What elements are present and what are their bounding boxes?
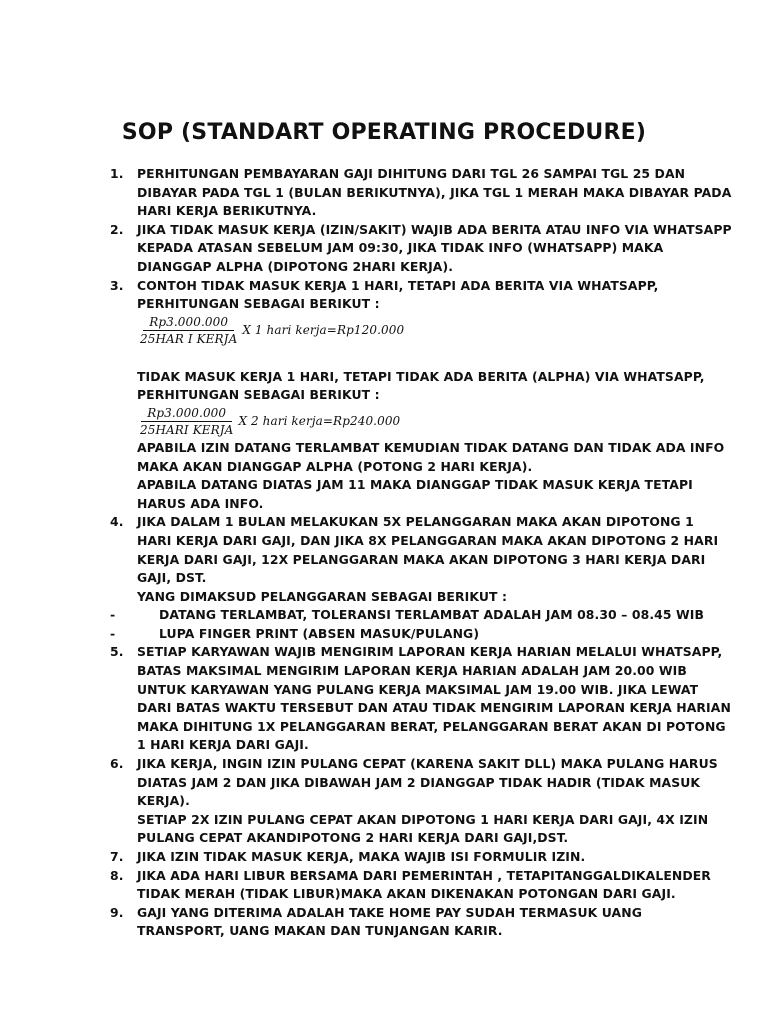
item-text-line: DIBAYAR PADA TGL 1 (BULAN BERIKUTNYA), JIKA TGL 1 MERAH MAKA DIBAYAR PADA [137,184,732,200]
violation-bullet [110,625,710,644]
bullet-text: DATANG TERLAMBAT, TOLERANSI TERLAMBAT ADALAH JAM 08.30 – 08.45 WIB [159,607,705,623]
item-text-line: JIKA TIDAK MASUK KERJA (IZIN/SAKIT) WAJIB ADA BERITA ATAU INFO VIA WHATSAPP [137,221,732,237]
item-text-line: JIKA ADA HARI LIBUR BERSAMA DARI PEMERINTAH , TETAPITANGGALDIKALENDER [137,867,711,883]
formula-fraction [137,406,236,437]
bullet-dash: - [110,625,116,641]
violation-bullet [110,606,710,625]
item-text-line: DIANGGAP ALPHA (DIPOTONG 2HARI KERJA). [137,258,454,274]
item-text-line: MAKA DIHITUNG 1X PELANGGARAN BERAT, PELANGGARAN BERAT AKAN DI POTONG [137,718,726,734]
item-text-line: DIATAS JAM 2 DAN JIKA DIBAWAH JAM 2 DIANGGAP TIDAK HADIR (TIDAK MASUK [137,774,701,790]
item-text-line: GAJI, DST. [137,570,207,586]
item-text-line: JIKA IZIN TIDAK MASUK KERJA, MAKA WAJIB ISI FORMULIR IZIN. [137,849,586,864]
formula-denominator: 25HAR I KERJA [140,331,238,346]
sop-item-4 [110,513,719,606]
sop-item-8 [110,867,710,904]
item-text-line: JIKA KERJA, INGIN IZIN PULANG CEPAT (KARENA SAKIT DLL) MAKA PULANG HARUS [137,756,718,772]
bullet-dash: - [110,607,116,623]
item-text-line: PERHITUNGAN SEBAGAI BERIKUT : [137,387,380,403]
sop-item-9 [110,904,710,941]
salary-deduction-formula-2 [137,406,710,437]
formula-numerator: Rp3.000.000 [141,406,232,422]
item-text-line: BATAS MAKSIMAL MENGIRIM LAPORAN KERJA HARIAN ADALAH JAM 20.00 WIB [137,663,687,679]
item-text-line: TRANSPORT, UANG MAKAN DAN TUNJANGAN KARIR. [137,923,503,939]
formula-numerator: Rp3.000.000 [143,315,234,331]
item-text-line: PERHITUNGAN PEMBAYARAN GAJI DIHITUNG DARI TGL 26 SAMPAI TGL 25 DAN [137,166,686,181]
spacer [137,348,710,368]
salary-deduction-formula-1 [137,315,710,346]
item-text-line: YANG DIMAKSUD PELANGGARAN SEBAGAI BERIKUT : [137,588,508,604]
formula-result: X 1 hari kerja=Rp120.000 [242,323,405,338]
item-text-line: CONTOH TIDAK MASUK KERJA 1 HARI, TETAPI ADA BERITA VIA WHATSAPP, [137,277,659,293]
item-text-line: HARI KERJA BERIKUTNYA. [137,203,317,219]
formula-result: X 2 hari kerja=Rp240.000 [238,414,401,429]
sop-item-6 [110,755,718,848]
item-number: 4. [110,514,124,530]
item-text-line: SETIAP 2X IZIN PULANG CEPAT AKAN DIPOTONG 1 HARI KERJA DARI GAJI, 4X IZIN [137,811,709,827]
item-text-line: SETIAP KARYAWAN WAJIB MENGIRIM LAPORAN KERJA HARIAN MELALUI WHATSAPP, [137,644,723,660]
item-text-line: PERHITUNGAN SEBAGAI BERIKUT : [137,296,380,312]
item-text-line: PULANG CEPAT AKANDIPOTONG 2 HARI KERJA DARI GAJI,DST. [137,830,569,846]
sop-item-1 [110,165,732,221]
sop-item-3 [110,277,725,514]
item-number: 3. [110,277,124,293]
item-number: 5. [110,644,124,660]
item-text-line: 1 HARI KERJA DARI GAJI. [137,737,309,753]
item-text-line: TIDAK MASUK KERJA 1 HARI, TETAPI TIDAK ADA BERITA (ALPHA) VIA WHATSAPP, [137,368,705,384]
item-text-line: DARI BATAS WAKTU TERSEBUT DAN ATAU TIDAK MENGIRIM LAPORAN KERJA HARIAN [137,700,731,716]
item-number: 2. [110,221,124,237]
item-text-line: GAJI YANG DITERIMA ADALAH TAKE HOME PAY SUDAH TERMASUK UANG [137,904,642,920]
formula-denominator: 25HARI KERJA [140,422,234,437]
item-text-line: HARI KERJA DARI GAJI, DAN JIKA 8X PELANGGARAN MAKA AKAN DIPOTONG 2 HARI [137,532,719,548]
item-text-line: APABILA IZIN DATANG TERLAMBAT KEMUDIAN TIDAK DATANG DAN TIDAK ADA INFO [137,439,725,455]
item-number: 1. [110,166,124,181]
sop-item-7 [110,848,710,867]
bullet-text: LUPA FINGER PRINT (ABSEN MASUK/PULANG) [159,625,480,641]
item-text-line: HARUS ADA INFO. [137,495,264,511]
item-text-line: KEPADA ATASAN SEBELUM JAM 09:30, JIKA TIDAK INFO (WHATSAPP) MAKA [137,240,664,256]
page-title: SOP (STANDART OPERATING PROCEDURE) [121,120,647,145]
item-text-line: JIKA DALAM 1 BULAN MELAKUKAN 5X PELANGGARAN MAKA AKAN DIPOTONG 1 [137,514,694,530]
item-text-line: KERJA DARI GAJI, 12X PELANGGARAN MAKA AKAN DIPOTONG 3 HARI KERJA DARI [137,551,706,567]
item-text-line: MAKA AKAN DIANGGAP ALPHA (POTONG 2 HARI KERJA). [137,458,533,474]
item-text-line: TIDAK MERAH (TIDAK LIBUR)MAKA AKAN DIKENAKAN POTONGAN DARI GAJI. [137,886,676,902]
sop-list [110,165,732,941]
item-number: 8. [110,867,124,883]
sop-item-5 [110,643,731,755]
item-text-line: APABILA DATANG DIATAS JAM 11 MAKA DIANGGAP TIDAK MASUK KERJA TETAPI [137,477,693,493]
item-text-line: KERJA). [137,793,190,809]
item-number: 7. [110,849,124,864]
sop-item-2 [110,221,732,277]
item-number: 9. [110,904,124,920]
formula-fraction [137,315,240,346]
item-text-line: UNTUK KARYAWAN YANG PULANG KERJA MAKSIMAL JAM 19.00 WIB. JIKA LEWAT [137,681,699,697]
item-number: 6. [110,756,124,772]
